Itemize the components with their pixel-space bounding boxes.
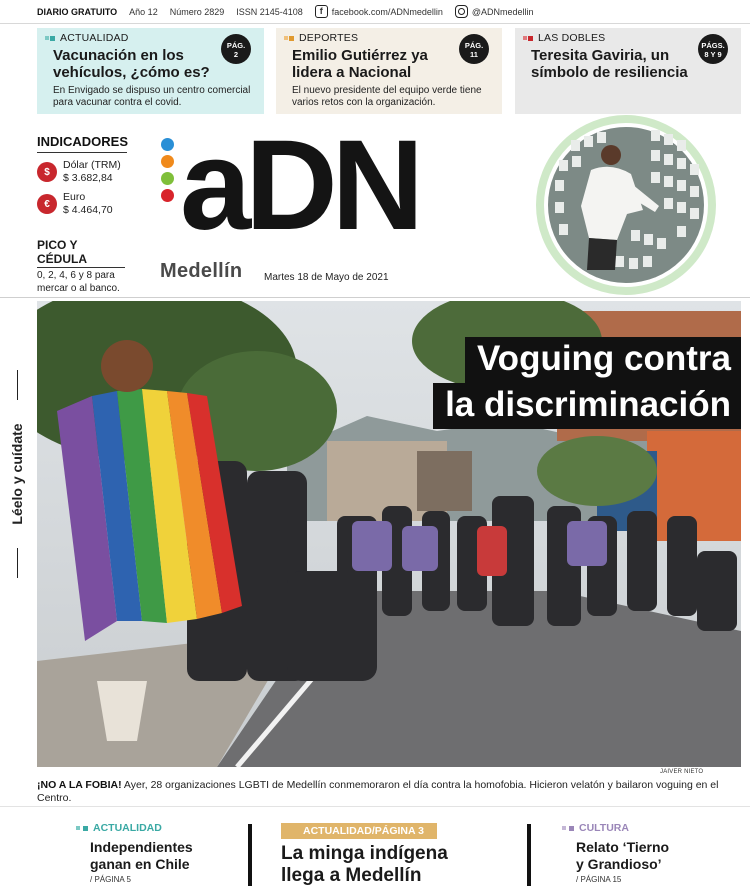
- indicator-row: $ Dólar (TRM) $ 3.682,84: [37, 159, 137, 185]
- adn-logo: aDN: [180, 114, 419, 257]
- masthead-divider: [0, 297, 750, 298]
- teresita-photo[interactable]: [531, 110, 721, 300]
- indicators-title: INDICADORES: [37, 134, 127, 153]
- side-label-text: Léelo y cuídate: [9, 423, 25, 525]
- teaser-deportes[interactable]: [276, 28, 502, 114]
- pico-title: PICO Y CÉDULA: [37, 238, 125, 268]
- story-page: / PÁGINA 5: [90, 875, 131, 884]
- photo-caption: [37, 779, 741, 805]
- top-meta-bar: [0, 0, 750, 24]
- indicator-row: € Euro $ 4.464,70: [37, 191, 137, 217]
- facebook-icon: f: [315, 5, 328, 18]
- pico-y-cedula: [37, 238, 132, 295]
- teaser-section: DEPORTES: [299, 32, 359, 44]
- teaser-headline: Teresita Gaviria, un símbolo de resiliencia: [531, 47, 688, 81]
- dollar-icon: $: [37, 162, 57, 182]
- issn-label: ISSN 2145-4108: [236, 6, 303, 17]
- issue-number: Número 2829: [169, 6, 225, 17]
- story-headline: La minga indígena llega a Medellín: [281, 843, 448, 886]
- teaser-headline: Vacunación en los vehículos, ¿cómo es?: [53, 47, 210, 81]
- story-independientes[interactable]: [76, 822, 193, 884]
- bottom-divider: [0, 806, 750, 807]
- story-minga[interactable]: [281, 823, 448, 887]
- logo-dots: [161, 138, 174, 206]
- caption-text: Ayer, 28 organizaciones LGBTI de Medellín conmemoraron el día contra la homofobia. Hicieron velatón y bailaron voguing en el Centro.: [37, 779, 719, 804]
- instagram-icon: [455, 5, 468, 18]
- story-section: ACTUALIDAD/PÁGINA 3: [303, 825, 424, 837]
- story-section: CULTURA: [579, 822, 629, 834]
- main-headline-line2: la discriminación: [433, 383, 741, 429]
- story-section: ACTUALIDAD: [93, 822, 162, 834]
- free-paper-label: DIARIO GRATUITO: [37, 6, 118, 17]
- main-headline-line1: Voguing contra: [465, 337, 741, 383]
- city-label: Medellín: [160, 260, 243, 282]
- teaser-headline: Emilio Gutiérrez ya lidera a Nacional: [292, 47, 428, 81]
- year-label: Año 12: [129, 6, 158, 17]
- story-headline: Independientes ganan en Chile: [90, 839, 193, 872]
- teaser-subtitle: El nuevo presidente del equipo verde tiene varios retos con la organización.: [292, 85, 482, 108]
- teaser-subtitle: En Envigado se dispuso un centro comercial para vacunar contra el covid.: [53, 85, 251, 108]
- story-headline: Relato ‘Tierno y Grandioso’: [576, 839, 670, 872]
- page-badge: PÁG. 11: [459, 34, 489, 64]
- instagram-link[interactable]: @ADNmedellin: [455, 5, 534, 18]
- pico-text: 0, 2, 4, 6 y 8 para mercar o al banco.: [37, 270, 120, 294]
- page-badge: PÁGS. 8 Y 9: [698, 34, 728, 64]
- teaser-vacunacion[interactable]: [37, 28, 264, 114]
- teaser-section: ACTUALIDAD: [60, 32, 129, 44]
- page-badge: PÁG. 2: [221, 34, 251, 64]
- euro-icon: €: [37, 194, 57, 214]
- story-separator: [527, 824, 531, 886]
- photo-credit: JAIVER NIETO: [660, 769, 704, 775]
- issue-date: Martes 18 de Mayo de 2021: [264, 272, 389, 283]
- story-relato[interactable]: [562, 822, 669, 884]
- story-page: / PÁGINA 15: [576, 875, 622, 884]
- side-label: [3, 370, 33, 580]
- caption-lead: ¡NO A LA FOBIA!: [37, 779, 122, 791]
- indicators-panel: [37, 134, 137, 217]
- facebook-link[interactable]: f facebook.com/ADNmedellin: [315, 5, 443, 18]
- teaser-section: LAS DOBLES: [538, 32, 606, 44]
- teaser-las-dobles[interactable]: [515, 28, 741, 114]
- main-photo[interactable]: [37, 301, 741, 767]
- story-separator: [248, 824, 252, 886]
